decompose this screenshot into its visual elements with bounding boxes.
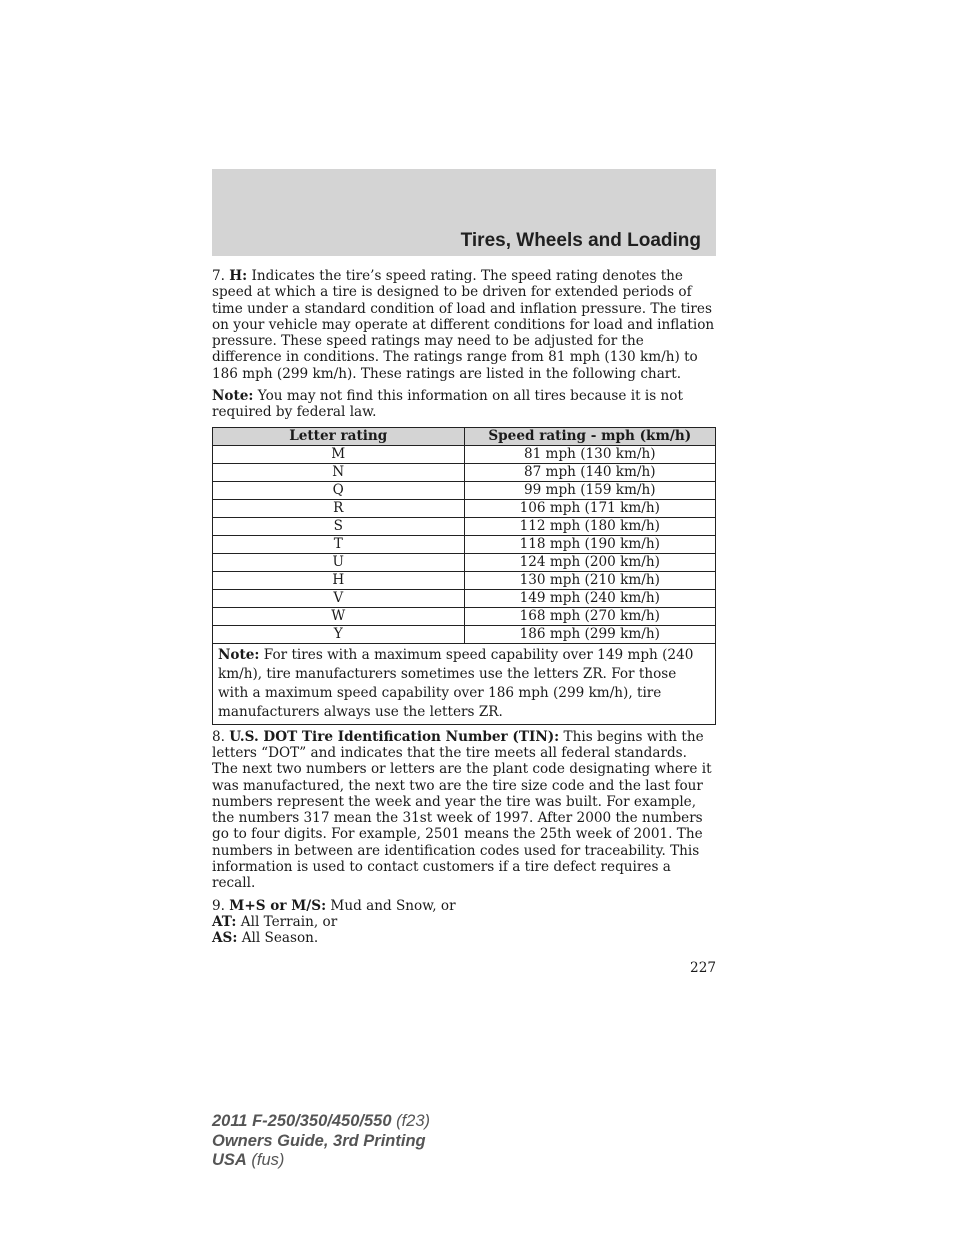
item-9-number: 9. [212, 897, 230, 914]
ms-label: M+S or M/S: [229, 897, 327, 914]
item-9-paragraph [212, 898, 716, 947]
speed-cell: 99 mph (159 km/h) [464, 481, 716, 499]
item-7-paragraph [212, 268, 716, 382]
table-note-row [213, 643, 716, 724]
item-7-label: H: [229, 268, 248, 284]
letter-cell: Q [213, 481, 465, 499]
column-header-speed: Speed rating - mph (km/h) [464, 427, 716, 445]
letter-cell: Y [213, 625, 465, 643]
letter-cell: H [213, 571, 465, 589]
footer-imprint [212, 1112, 430, 1171]
letter-cell: T [213, 535, 465, 553]
footer-market: USA [212, 1151, 247, 1169]
ms-text: Mud and Snow, or [326, 897, 456, 914]
footer-line-3 [212, 1151, 430, 1171]
footer-market-code: (fus) [246, 1151, 285, 1169]
table-note-text: For tires with a maximum speed capability over 149 mph (240 km/h), tire manufacturers sometimes use the letters ZR. For those with a maximum speed capability over 186 mph (299 km/h), tire manufacturers always use the letters ZR. [218, 646, 694, 720]
letter-cell: W [213, 607, 465, 625]
as-text: All Season. [237, 930, 319, 947]
table-row [213, 535, 716, 553]
speed-cell: 112 mph (180 km/h) [464, 517, 716, 535]
item-8-label: U.S. DOT Tire Identification Number (TIN): [229, 728, 560, 745]
item-8-number: 8. [212, 728, 230, 745]
table-row [213, 445, 716, 463]
note-text: You may not find this information on all tires because it is not required by federal law. [212, 388, 683, 421]
letter-cell: R [213, 499, 465, 517]
footer-line-1 [212, 1112, 430, 1132]
at-text: All Terrain, or [236, 913, 338, 930]
table-row [213, 607, 716, 625]
note-label: Note: [212, 388, 254, 405]
speed-rating-table [212, 427, 716, 725]
table-row [213, 481, 716, 499]
section-title: Tires, Wheels and Loading [460, 230, 701, 251]
table-row [213, 589, 716, 607]
footer-line-2 [212, 1132, 430, 1152]
footer-edition: Owners Guide, 3rd Printing [212, 1131, 426, 1150]
table-row [213, 463, 716, 481]
speed-cell: 87 mph (140 km/h) [464, 463, 716, 481]
speed-cell: 130 mph (210 km/h) [464, 571, 716, 589]
section-header-band [212, 169, 716, 256]
speed-cell: 168 mph (270 km/h) [464, 607, 716, 625]
letter-cell: S [213, 517, 465, 535]
note-paragraph [212, 388, 716, 421]
letter-cell: V [213, 589, 465, 607]
table-row [213, 571, 716, 589]
letter-cell: N [213, 463, 465, 481]
item-8-text: This begins with the letters “DOT” and indicates that the tire meets all federal standards. The next two numbers or letters are the plant code designating where it was manufactured, the next two are the tire size code and the last four numbers represent the week and year the tire was built. For example, the numbers 317 mean the 31st week of 1997. After 2000 the numbers go to four digits. For example, 2501 means the 25th week of 2001. The numbers in between are identification codes used for traceability. This information is used to contact customers if a tire defect requires a recall. [212, 728, 712, 892]
speed-cell: 106 mph (171 km/h) [464, 499, 716, 517]
table-row [213, 517, 716, 535]
footer-model-code: (f23) [391, 1112, 431, 1130]
speed-cell: 149 mph (240 km/h) [464, 589, 716, 607]
letter-cell: U [213, 553, 465, 571]
table-row [213, 553, 716, 571]
speed-cell: 118 mph (190 km/h) [464, 535, 716, 553]
speed-cell: 81 mph (130 km/h) [464, 445, 716, 463]
table-note-cell [213, 643, 716, 724]
as-label: AS: [212, 930, 238, 947]
item-7-text: Indicates the tire’s speed rating. The speed rating denotes the speed at which a tire is designed to be driven for extended periods of time under a standard condition of load and inflation pressure. The tires on your vehicle may operate at different conditions for load and inflation pressure. These speed ratings may need to be adjusted for the difference in conditions. The ratings range from 81 mph (130 km/h) to 186 mph (299 km/h). These ratings are listed in the following chart. [212, 268, 715, 382]
table-row [213, 625, 716, 643]
table-header-row [213, 427, 716, 445]
page-content [212, 268, 716, 953]
speed-cell: 186 mph (299 km/h) [464, 625, 716, 643]
footer-model: 2011 F-250/350/450/550 [212, 1112, 392, 1130]
table-note-label: Note: [218, 646, 260, 663]
item-7-number: 7. [212, 268, 230, 284]
item-8-paragraph [212, 729, 716, 892]
table-row [213, 499, 716, 517]
at-label: AT: [212, 913, 237, 930]
column-header-letter: Letter rating [213, 427, 465, 445]
page-number: 227 [690, 960, 716, 976]
letter-cell: M [213, 445, 465, 463]
speed-cell: 124 mph (200 km/h) [464, 553, 716, 571]
